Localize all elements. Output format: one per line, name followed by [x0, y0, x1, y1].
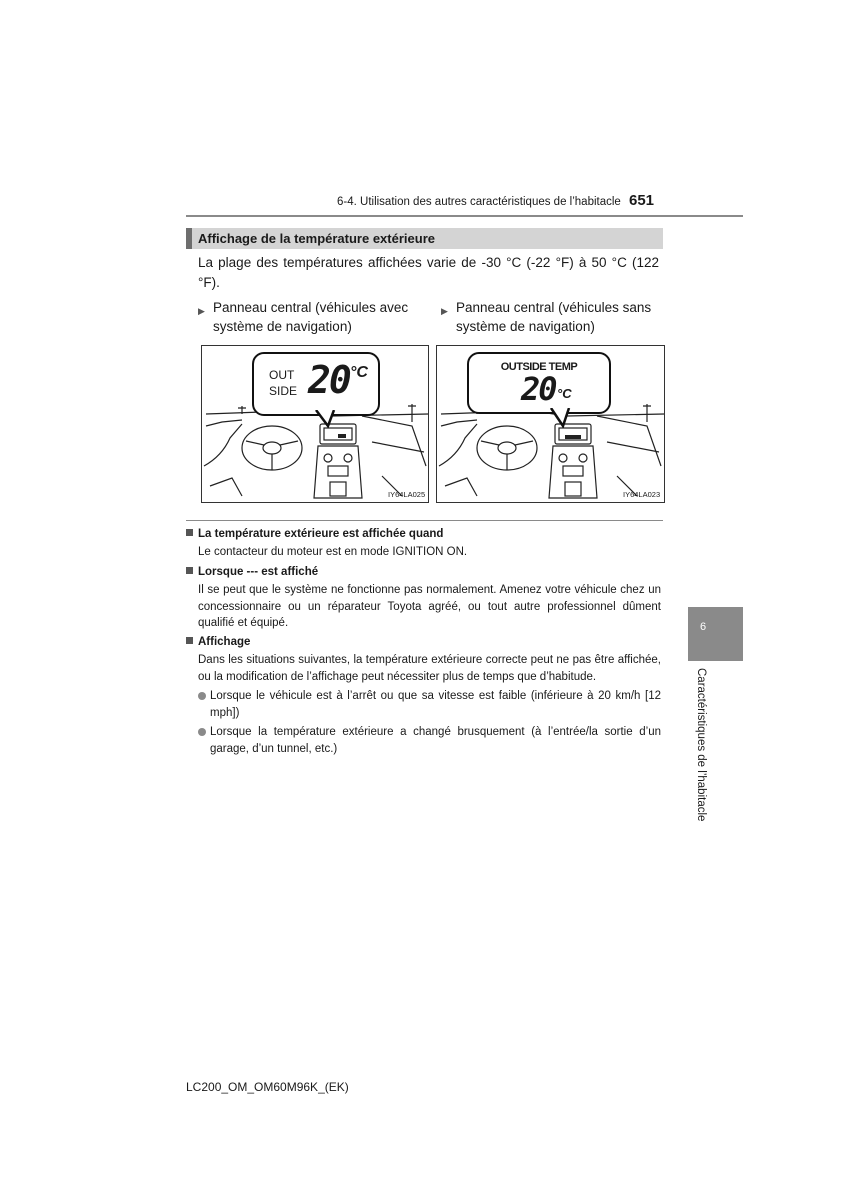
- display-title: OUTSIDE TEMP: [500, 361, 578, 373]
- circle-bullet-icon: [198, 692, 206, 700]
- temperature-callout: [252, 352, 380, 416]
- display-label-side: SIDE: [269, 384, 298, 398]
- triangle-bullet-icon: ▶: [198, 306, 205, 316]
- section-title: Affichage de la température extérieure: [186, 228, 663, 249]
- note-text: Le contacteur du moteur est en mode IGNITION ON.: [198, 546, 468, 558]
- note-heading: Affichage: [186, 636, 250, 648]
- figure-with-nav: [201, 345, 429, 503]
- chapter-number: 6: [700, 621, 707, 633]
- list-item: Lorsque le véhicule est à l’arrêt ou que sa vitesse est faible (inférieure à 20 km/h [12 mph]): [210, 688, 661, 721]
- note-text: Dans les situations suivantes, la température extérieure correcte peut ne pas être affichée, ou la modification de l’affichage peut nécessiter plus de temps que d’habitude.: [198, 654, 661, 683]
- square-bullet-icon: [186, 637, 193, 644]
- display-label-out: OUT: [269, 368, 295, 382]
- note-heading: La température extérieure est affichée quand: [186, 528, 443, 540]
- square-bullet-icon: [186, 567, 193, 574]
- temperature-value: 20: [521, 370, 556, 408]
- note-heading: Lorsque --- est affiché: [186, 566, 318, 578]
- page-number: 651: [629, 192, 655, 209]
- callout-pointer: [314, 410, 338, 428]
- temperature-callout: [467, 352, 611, 414]
- header-divider: [186, 215, 743, 217]
- figure-code: IY64LA025: [388, 490, 426, 499]
- note-text: Il se peut que le système ne fonctionne pas normalement. Amenez votre véhicule chez un concessionnaire ou un réparateur Toyota agréé, ou tout autre professionnel dûment qualifié et équipé.: [198, 584, 661, 629]
- subsection-without-nav: ▶ Panneau central (véhicules sans système de navigation): [441, 300, 652, 334]
- figure-without-nav: [436, 345, 665, 503]
- temperature-unit: °C: [350, 364, 368, 381]
- circle-bullet-icon: [198, 728, 206, 736]
- document-code: LC200_OM_OM60M96K_(EK): [186, 1080, 349, 1094]
- figure-code: IY64LA023: [623, 490, 661, 499]
- running-header: 6-4. Utilisation des autres caractéristiques de l’habitacle: [337, 196, 621, 208]
- notes-divider: [186, 520, 663, 521]
- square-bullet-icon: [186, 529, 193, 536]
- chapter-label: Caractéristiques de l’habitacle: [695, 668, 707, 822]
- subsection-with-nav: ▶ Panneau central (véhicules avec système de navigation): [198, 300, 409, 334]
- triangle-bullet-icon: ▶: [441, 306, 448, 316]
- temperature-value: 20: [308, 358, 350, 402]
- temperature-unit: °C: [557, 386, 572, 401]
- chapter-tab: [688, 607, 743, 661]
- intro-paragraph: La plage des températures affichées varie de -30 °C (-22 °F) à 50 °C (122 °F).: [198, 255, 659, 290]
- list-item: Lorsque la température extérieure a changé brusquement (à l’entrée/la sortie d’un garage, d’un tunnel, etc.): [210, 724, 661, 757]
- callout-pointer: [549, 408, 573, 428]
